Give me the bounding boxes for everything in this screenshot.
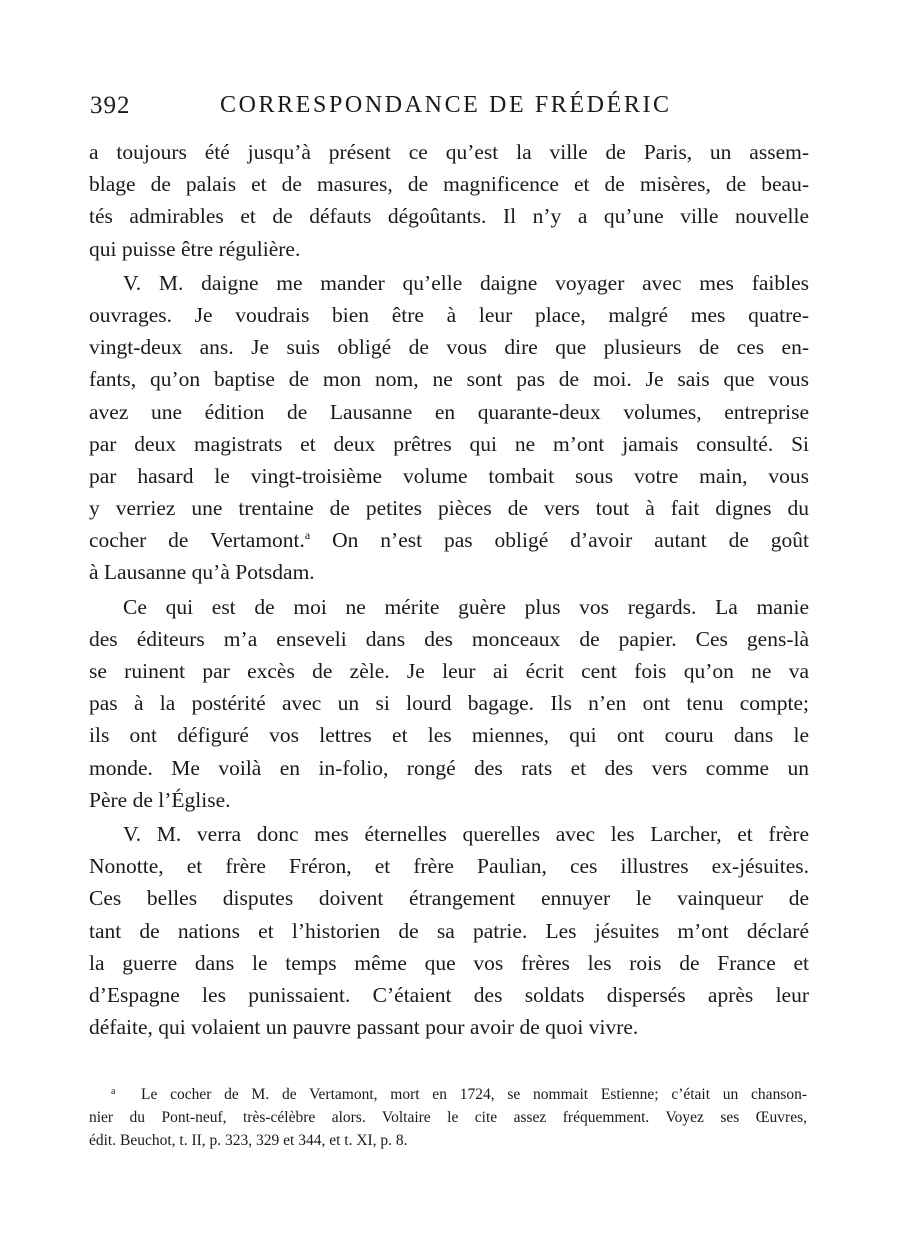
- text-line: la guerre dans le temps même que vos frères les rois de France et: [89, 950, 809, 975]
- main-text: [89, 136, 809, 1043]
- text-line: se ruinent par excès de zèle. Je leur ai écrit cent fois qu’on ne va: [89, 659, 809, 683]
- text-line: Père de l’Église.: [89, 787, 231, 812]
- paragraph-4: [89, 818, 809, 1043]
- text-line: y verriez une trentaine de petites pièces de vers tout à fait dignes du: [89, 496, 809, 521]
- paragraph-3: [89, 591, 809, 816]
- text-line: blage de palais et de masures, de magnificence et de misères, de beau-: [89, 172, 809, 197]
- text-line: ils ont défiguré vos lettres et les miennes, qui ont couru dans le: [89, 723, 809, 748]
- text-line-with-footnote-ref: [89, 524, 809, 556]
- text-line: à Lausanne qu’à Potsdam.: [89, 560, 315, 585]
- text-segment: On n’est pas obligé d’avoir autant de goût: [310, 528, 809, 553]
- text-line: a toujours été jusqu’à présent ce qu’est la ville de Paris, un assem-: [89, 140, 809, 164]
- text-line: V. M. daigne me mander qu’elle daigne voyager avec mes faibles: [123, 270, 809, 295]
- text-line: V. M. verra donc mes éternelles querelles avec les Larcher, et frère: [123, 821, 809, 846]
- running-title: CORRESPONDANCE DE FRÉDÉRIC: [220, 92, 672, 118]
- text-line: monde. Me voilà en in-folio, rongé des rats et des vers comme un: [89, 755, 809, 780]
- page-header: [86, 92, 814, 126]
- text-line: Nonotte, et frère Fréron, et frère Paulian, ces illustres ex-jésuites.: [89, 854, 809, 879]
- text-line: qui puisse être régulière.: [89, 236, 301, 261]
- paragraph-2: [89, 267, 809, 589]
- text-line: tés admirables et de défauts dégoûtants. Il n’y a qu’une ville nouvelle: [89, 204, 809, 229]
- footnote-mark: a: [111, 1086, 116, 1097]
- text-line: pas à la postérité avec un si lourd bagage. Ils n’en ont tenu compte;: [89, 691, 809, 716]
- text-line: Ces belles disputes doivent étrangement ennuyer le vainqueur de: [89, 886, 809, 911]
- footnote-line: nier du Pont-neuf, très-célèbre alors. Voltaire le cite assez fréquemment. Voyez ses Œuvres,: [89, 1109, 807, 1126]
- text-line: défaite, qui volaient un pauvre passant pour avoir de quoi vivre.: [89, 1015, 639, 1040]
- text-line: fants, qu’on baptise de mon nom, ne sont pas de moi. Je sais que vous: [89, 367, 809, 392]
- text-line: des éditeurs m’a enseveli dans des monceaux de papier. Ces gens-là: [89, 626, 809, 651]
- footnote-text: Le cocher de M. de Vertamont, mort en 1724, se nommait Estienne; c’était un chanson-: [140, 1086, 808, 1103]
- text-line: avez une édition de Lausanne en quarante-deux volumes, entreprise: [89, 399, 809, 424]
- text-line: Ce qui est de moi ne mérite guère plus vos regards. La manie: [123, 594, 809, 619]
- footnote-line: [89, 1083, 807, 1106]
- text-segment: cocher de Vertamont.: [89, 528, 305, 553]
- footnote-line: édit. Beuchot, t. II, p. 323, 329 et 344, et t. XI, p. 8.: [89, 1132, 408, 1149]
- text-line: par hasard le vingt-troisième volume tombait sous votre main, vous: [89, 463, 809, 488]
- text-line: par deux magistrats et deux prêtres qui ne m’ont jamais consulté. Si: [89, 431, 809, 456]
- footnote-reference[interactable]: a: [304, 528, 311, 543]
- text-line: vingt-deux ans. Je suis obligé de vous dire que plusieurs de ces en-: [89, 335, 809, 360]
- text-line: tant de nations et l’historien de sa patrie. Les jésuites m’ont déclaré: [89, 918, 809, 943]
- text-line: d’Espagne les punissaient. C’étaient des soldats dispersés après leur: [89, 982, 809, 1007]
- text-line: ouvrages. Je voudrais bien être à leur place, malgré mes quatre-: [89, 302, 809, 327]
- page-number: 392: [90, 92, 131, 119]
- footnotes: [89, 1083, 807, 1152]
- paragraph-1: [89, 136, 809, 265]
